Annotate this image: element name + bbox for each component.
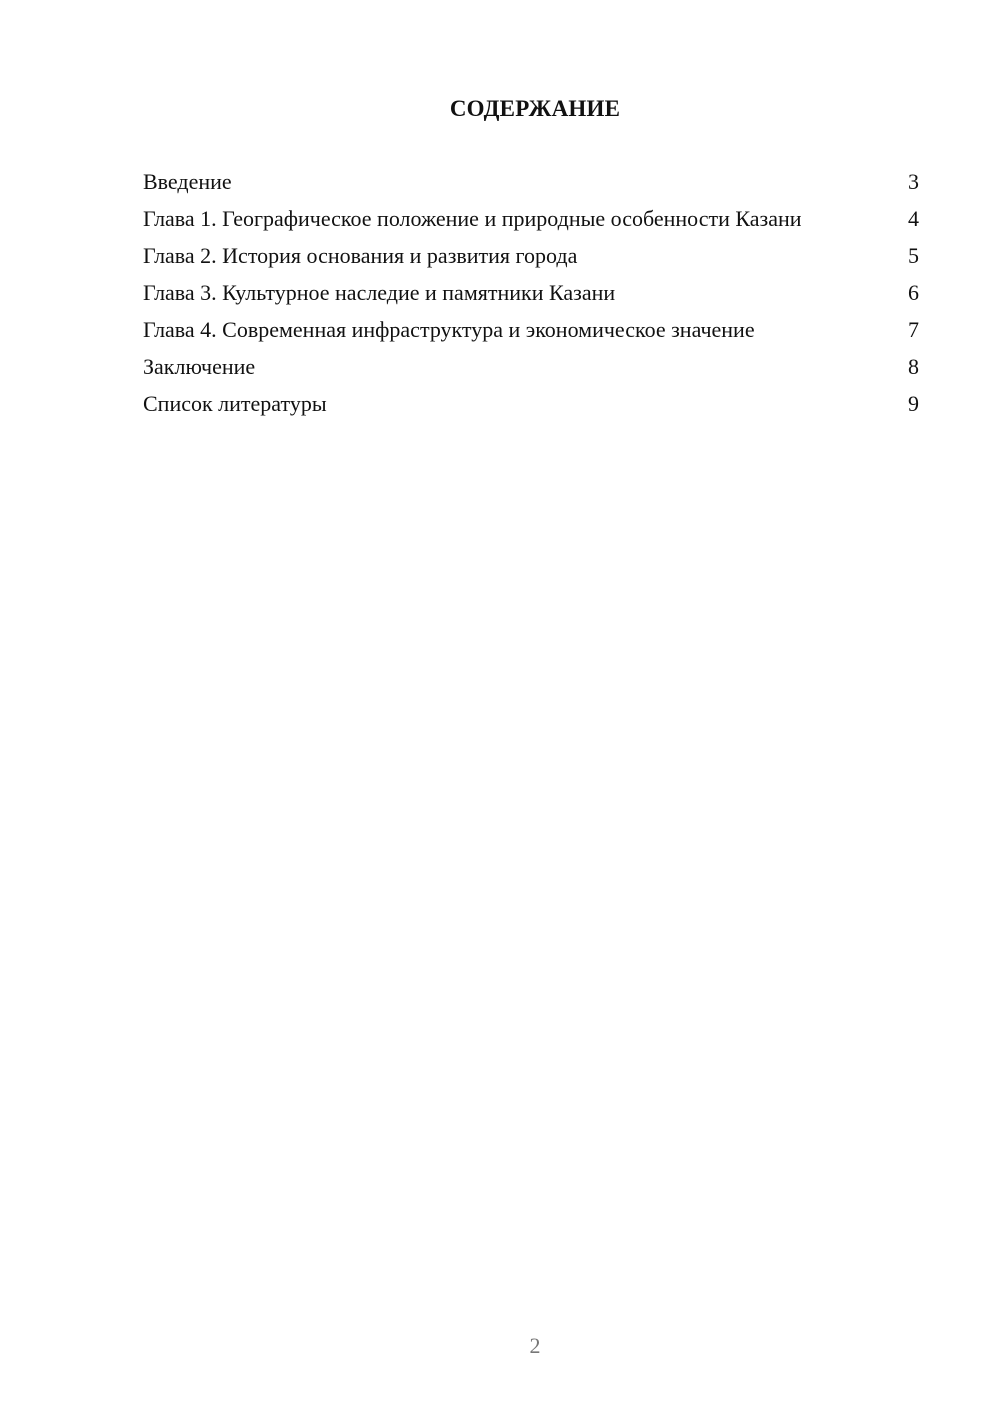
toc-entry-title: Глава 2. История основания и развития города xyxy=(143,243,578,268)
toc-entry-title: Глава 1. Географическое положение и природные особенности Казани xyxy=(143,206,802,231)
toc-entry-title: Глава 3. Культурное наследие и памятники Казани xyxy=(143,280,616,305)
toc-entry-page-number: 4 xyxy=(908,206,919,231)
page-title: СОДЕРЖАНИЕ xyxy=(449,96,621,121)
toc-entry-bibliography xyxy=(143,390,919,417)
toc-entry-chapter-3 xyxy=(143,279,919,306)
toc-entry-chapter-1 xyxy=(143,205,919,232)
toc-entry-chapter-2 xyxy=(143,242,919,269)
toc-entry-title: Глава 4. Современная инфраструктура и экономическое значение xyxy=(143,317,755,342)
toc-entry-title: Список литературы xyxy=(143,391,327,416)
toc-entry-page-number: 5 xyxy=(908,243,919,268)
toc-entry-page-number: 7 xyxy=(908,317,919,342)
toc-entry-page-number: 8 xyxy=(908,354,919,379)
toc-entry-title: Введение xyxy=(143,169,232,194)
toc-entry-title: Заключение xyxy=(143,354,256,379)
toc-entry-page-number: 9 xyxy=(908,391,919,416)
page-number: 2 xyxy=(529,1333,541,1358)
toc-entry-conclusion xyxy=(143,353,919,380)
toc-entry-chapter-4 xyxy=(143,316,919,343)
table-of-contents xyxy=(143,168,919,427)
toc-entry-page-number: 6 xyxy=(908,280,919,305)
toc-entry-introduction xyxy=(143,168,919,195)
toc-entry-page-number: 3 xyxy=(908,169,919,194)
